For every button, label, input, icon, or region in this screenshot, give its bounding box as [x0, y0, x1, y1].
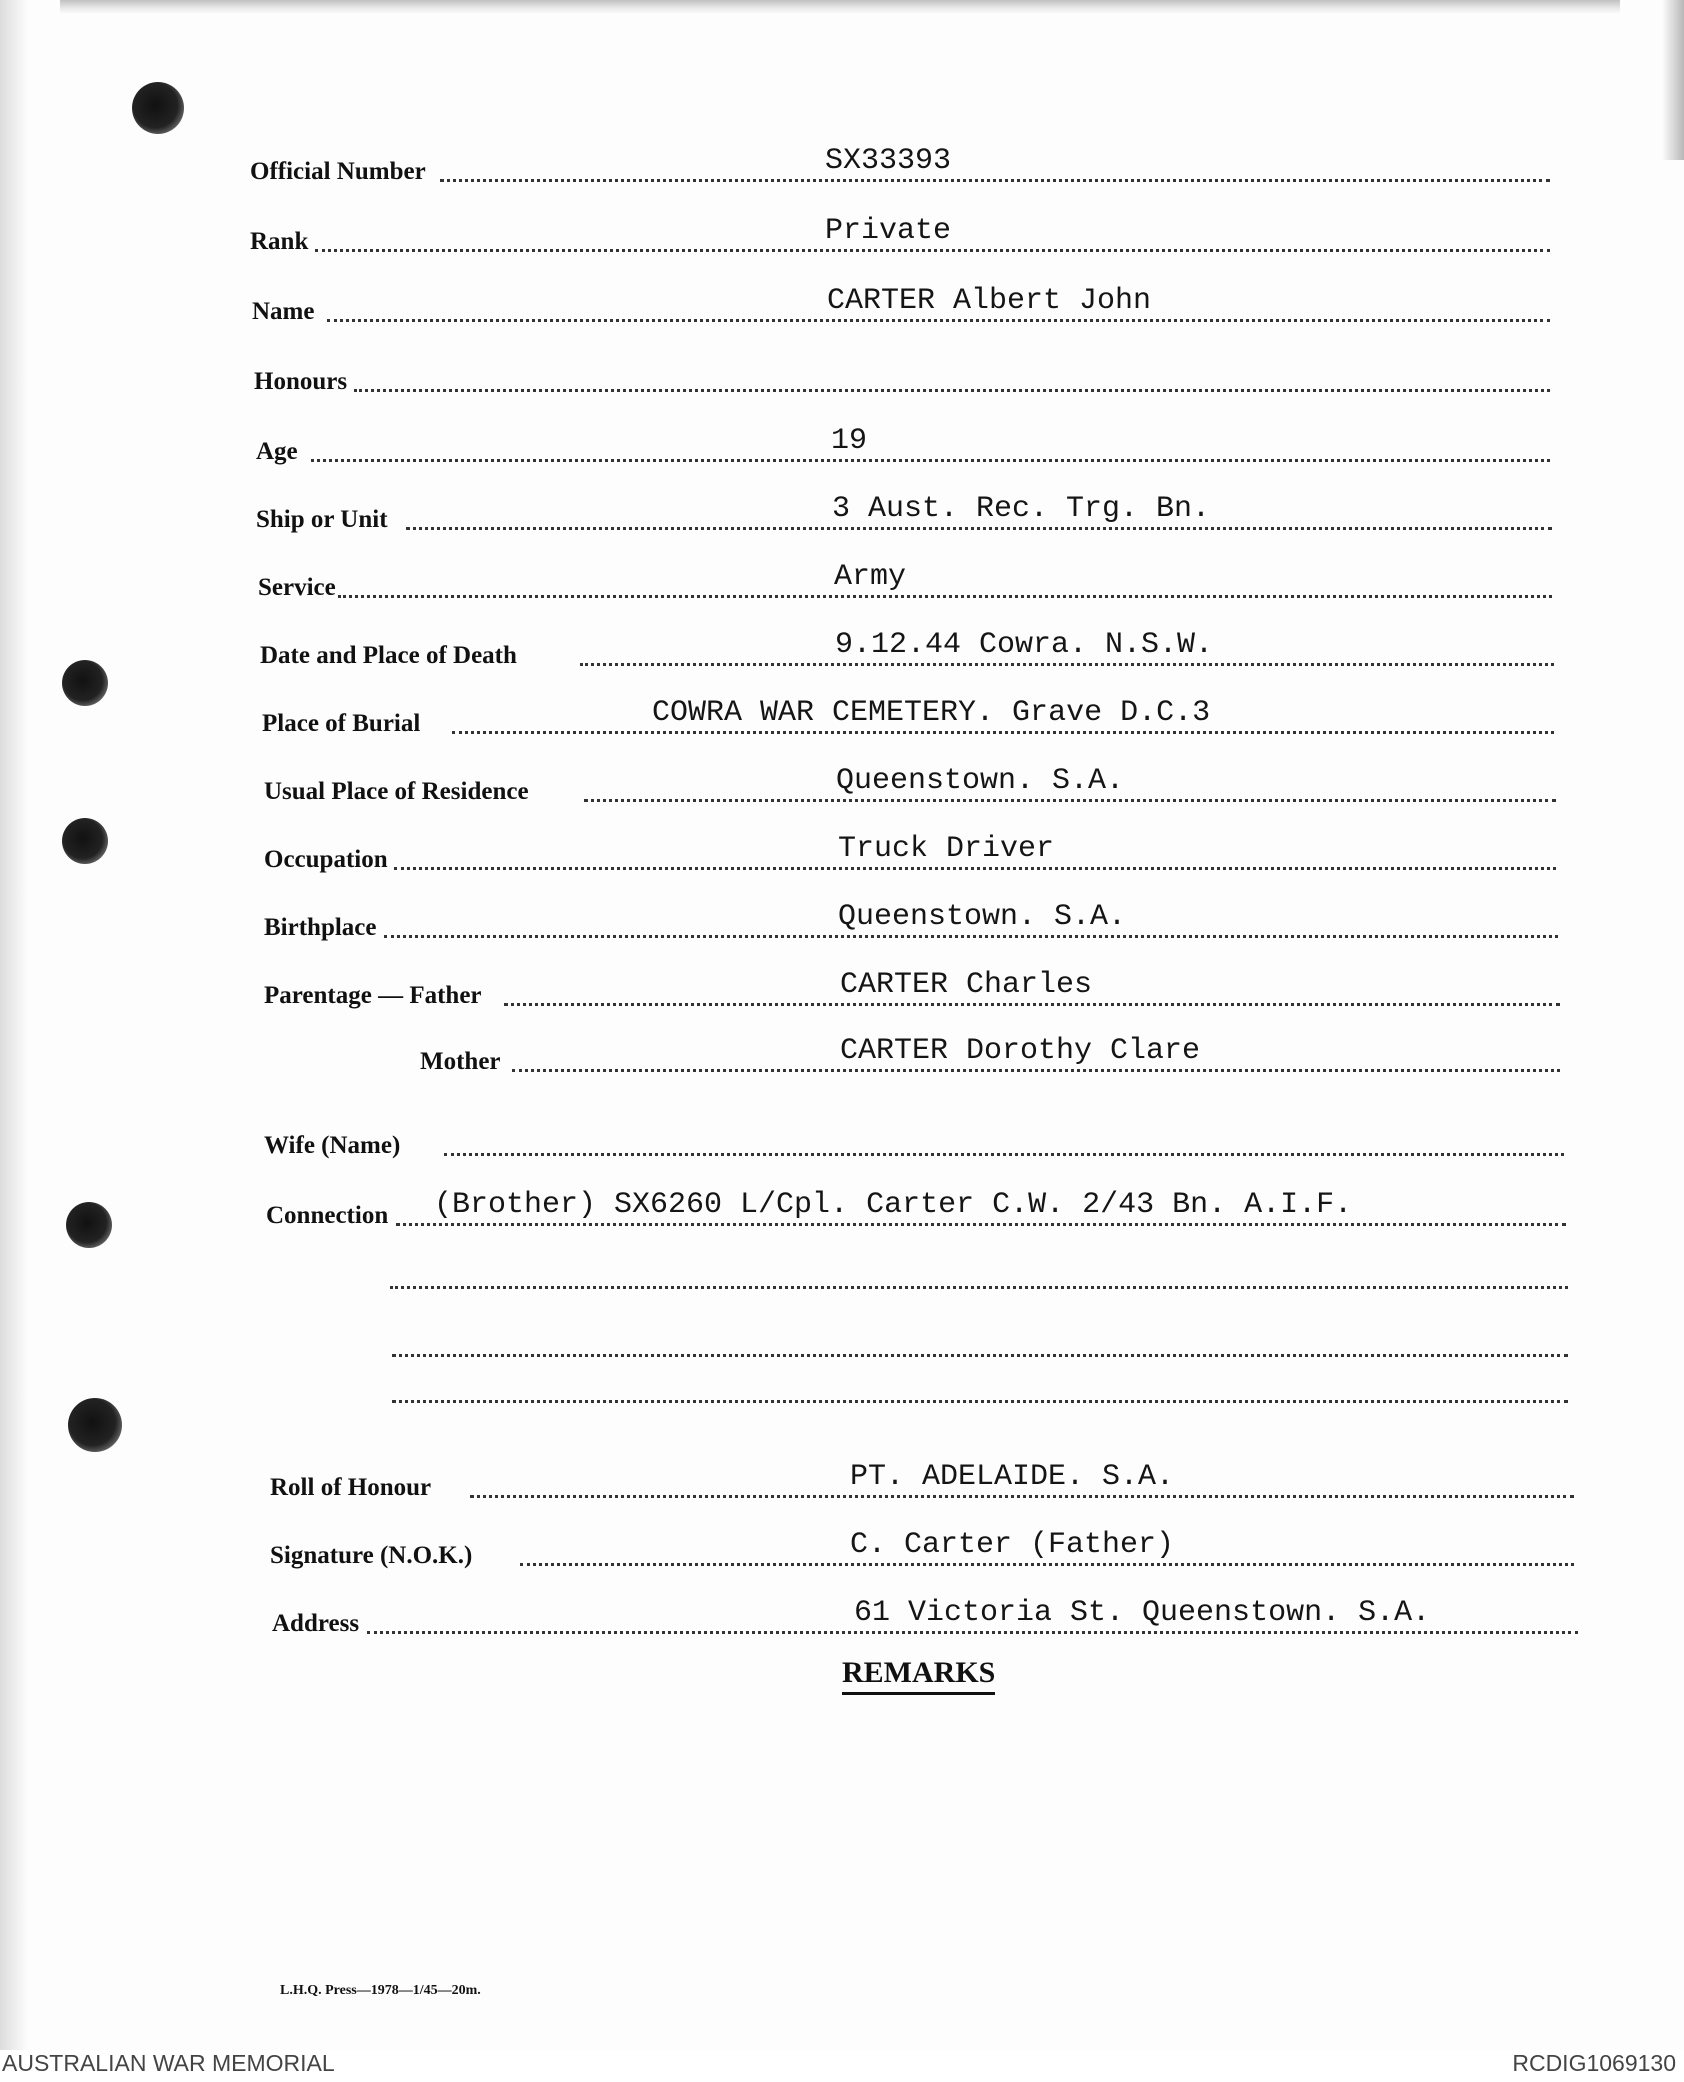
punch-hole-icon — [62, 818, 108, 864]
field-value: 9.12.44 Cowra. N.S.W. — [835, 628, 1214, 662]
field-label: Address — [272, 1610, 360, 1637]
remarks-heading: REMARKS — [842, 1656, 995, 1695]
field-value: SX33393 — [825, 144, 952, 178]
field-service — [258, 556, 1552, 604]
field-label: Usual Place of Residence — [264, 778, 529, 805]
field-label: Service — [258, 574, 336, 601]
field-rank — [250, 210, 1550, 258]
field-value: PT. ADELAIDE. S.A. — [850, 1460, 1175, 1494]
blank-dotted-line — [392, 1396, 1568, 1403]
field-value: C. Carter (Father) — [850, 1528, 1175, 1562]
punch-hole-icon — [62, 660, 108, 706]
field-signature-nok — [270, 1524, 1574, 1572]
field-label: Parentage — Father — [264, 982, 482, 1009]
field-official-number — [250, 140, 1550, 188]
field-value: Queenstown. S.A. — [838, 900, 1127, 934]
field-value: Truck Driver — [838, 832, 1055, 866]
field-address — [272, 1592, 1578, 1640]
field-value: Army — [834, 560, 907, 594]
field-value: 61 Victoria St. Queenstown. S.A. — [854, 1596, 1431, 1630]
field-label: Wife (Name) — [264, 1132, 401, 1159]
field-label: Rank — [250, 228, 309, 255]
field-value: (Brother) SX6260 L/Cpl. Carter C.W. 2/43 Bn. A.I.F. — [434, 1188, 1353, 1222]
field-name — [252, 280, 1550, 328]
field-label: Mother — [420, 1048, 501, 1075]
page-left-edge-shadow — [0, 0, 28, 2050]
blank-dotted-line — [390, 1282, 1568, 1289]
field-value: CARTER Albert John — [827, 284, 1152, 318]
field-label: Birthplace — [264, 914, 377, 941]
field-value: 19 — [831, 424, 868, 458]
field-label: Ship or Unit — [256, 506, 388, 533]
field-value: 3 Aust. Rec. Trg. Bn. — [832, 492, 1211, 526]
field-date-place-of-death — [260, 624, 1554, 672]
punch-hole-icon — [68, 1398, 122, 1452]
punch-hole-icon — [132, 82, 184, 134]
punch-hole-icon — [66, 1202, 112, 1248]
field-label: Connection — [266, 1202, 389, 1229]
field-label: Roll of Honour — [270, 1474, 432, 1501]
field-value: Private — [825, 214, 952, 248]
field-value: CARTER Charles — [840, 968, 1093, 1002]
field-age — [256, 420, 1550, 468]
field-birthplace — [264, 896, 1558, 944]
field-usual-place-of-residence — [264, 760, 1556, 808]
field-label: Place of Burial — [262, 710, 421, 737]
field-value: Queenstown. S.A. — [836, 764, 1125, 798]
field-label: Honours — [254, 368, 348, 395]
blank-dotted-line — [392, 1350, 1568, 1357]
field-honours — [254, 350, 1550, 398]
printer-imprint: L.H.Q. Press—1978—1/45—20m. — [280, 1983, 481, 1998]
page-top-edge-shadow — [60, 0, 1620, 14]
field-connection — [266, 1184, 1566, 1232]
field-label: Name — [252, 298, 315, 325]
field-value: CARTER Dorothy Clare — [840, 1034, 1201, 1068]
page-right-edge-shadow — [1662, 0, 1684, 160]
field-roll-of-honour — [270, 1456, 1574, 1504]
field-label: Official Number — [250, 158, 426, 185]
field-place-of-burial — [262, 692, 1554, 740]
field-label: Occupation — [264, 846, 388, 873]
field-occupation — [264, 828, 1556, 876]
field-wife-name — [264, 1114, 1564, 1162]
archive-reference-label: RCDIG1069130 — [1512, 2050, 1676, 2076]
field-ship-or-unit — [256, 488, 1552, 536]
field-value: COWRA WAR CEMETERY. Grave D.C.3 — [652, 696, 1211, 730]
field-label: Signature (N.O.K.) — [270, 1542, 473, 1569]
field-parentage-father — [264, 964, 1560, 1012]
archive-source-label: AUSTRALIAN WAR MEMORIAL — [2, 2050, 335, 2076]
field-parentage-mother — [420, 1030, 1560, 1078]
field-label: Date and Place of Death — [260, 642, 517, 669]
field-label: Age — [256, 438, 298, 465]
